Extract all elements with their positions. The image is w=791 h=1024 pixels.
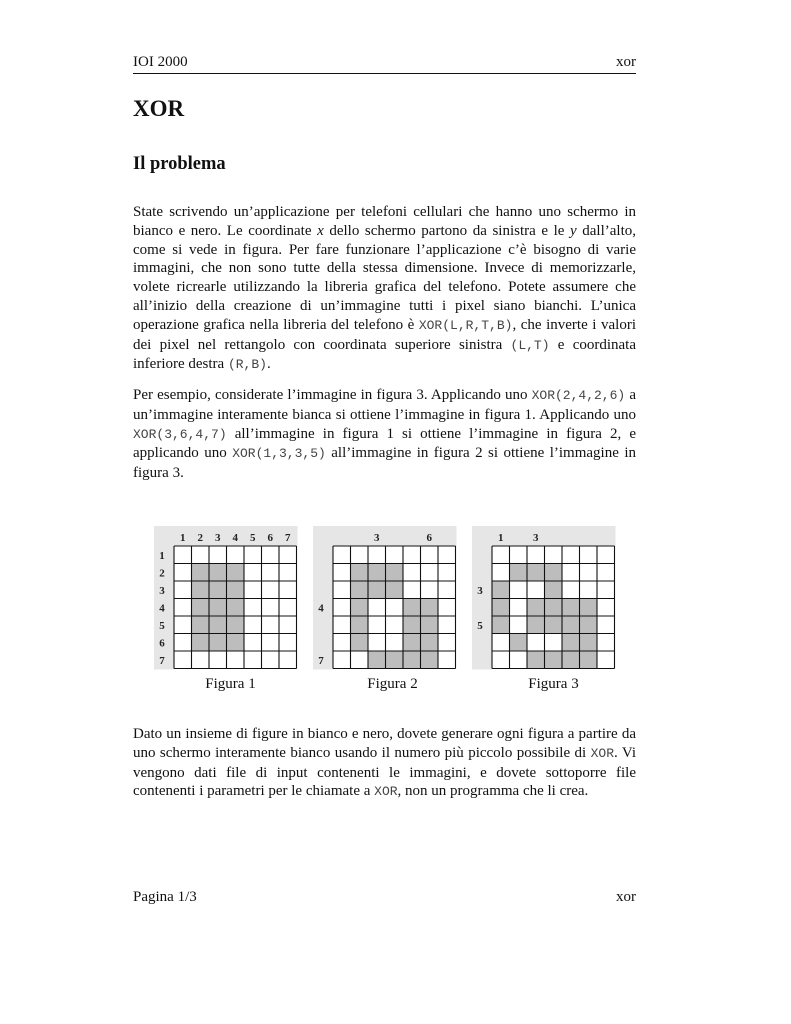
figure-1-grid	[154, 526, 297, 667]
pixel-white	[510, 546, 528, 564]
pixel-white	[244, 564, 262, 582]
pixel-black	[192, 634, 210, 652]
header-right: xor	[616, 54, 636, 70]
column-label: 3	[215, 532, 221, 544]
pixel-white	[597, 546, 615, 564]
pixel-white	[527, 546, 545, 564]
pixel-white	[386, 599, 404, 617]
column-label-strip	[154, 526, 298, 546]
pixel-white	[174, 599, 192, 617]
row-label: 5	[159, 619, 165, 632]
column-label-strip	[313, 526, 457, 546]
pixel-white	[174, 564, 192, 582]
pixel-white	[527, 581, 545, 599]
pixel-white	[244, 616, 262, 634]
pixel-white	[510, 651, 528, 669]
pixel-black	[351, 564, 369, 582]
pixel-white	[492, 651, 510, 669]
column-label: 2	[197, 532, 203, 544]
pixel-black	[386, 651, 404, 669]
pixel-white	[562, 546, 580, 564]
pixel-white	[192, 651, 210, 669]
text-run: all’immagine in figura 2 si ottiene l’immagine in figura 3.	[133, 445, 636, 482]
text-run: Per esempio, considerate l’immagine in figura 3. Applicando uno	[133, 387, 532, 403]
pixel-black	[209, 634, 227, 652]
pixel-white	[562, 581, 580, 599]
pixel-white	[597, 564, 615, 582]
pixel-black	[368, 581, 386, 599]
pixel-black	[192, 564, 210, 582]
pixel-black	[351, 599, 369, 617]
pixel-black	[403, 616, 421, 634]
pixel-white	[227, 651, 245, 669]
code-call: XOR	[374, 784, 398, 800]
pixel-black	[192, 599, 210, 617]
code-call: XOR(1,3,3,5)	[232, 446, 326, 462]
pixel-white	[545, 634, 563, 652]
text-run: .	[266, 356, 271, 373]
text-run: dello schermo partono da sinistra e le	[323, 222, 571, 239]
pixel-white	[262, 546, 280, 564]
pixel-grid-svg	[472, 526, 616, 670]
math-variable: x	[317, 222, 324, 239]
column-label: 1	[180, 532, 186, 544]
figure-3-grid	[472, 526, 615, 658]
text-run: e coordinata inferiore destra	[133, 336, 636, 373]
figure-2-caption: Figura 2	[367, 676, 418, 692]
pixel-white	[421, 564, 439, 582]
pixel-white	[386, 634, 404, 652]
pixel-black	[527, 651, 545, 669]
pixel-white	[438, 651, 456, 669]
pixel-white	[438, 546, 456, 564]
pixel-white	[192, 546, 210, 564]
math-variable: y	[570, 222, 577, 239]
pixel-white	[368, 599, 386, 617]
pixel-white	[209, 651, 227, 669]
paragraph-task	[133, 725, 636, 802]
pixel-white	[279, 599, 297, 617]
pixel-black	[527, 564, 545, 582]
row-label: 2	[159, 567, 165, 580]
pixel-white	[580, 581, 598, 599]
pixel-black	[192, 616, 210, 634]
pixel-black	[545, 599, 563, 617]
pixel-white	[209, 546, 227, 564]
pixel-white	[262, 564, 280, 582]
pixel-white	[597, 581, 615, 599]
pixel-black	[403, 651, 421, 669]
pixel-white	[244, 599, 262, 617]
page-title: XOR	[133, 96, 185, 121]
pixel-black	[227, 564, 245, 582]
pixel-white	[386, 616, 404, 634]
pixel-black	[209, 599, 227, 617]
pixel-white	[510, 599, 528, 617]
text-run: , non un programma che li crea.	[397, 783, 589, 800]
pixel-black	[527, 599, 545, 617]
pixel-white	[562, 564, 580, 582]
text-run: all’immagine in figura 1 si ottiene l’immagine in figura 2, e applicando uno	[133, 425, 636, 462]
column-label: 5	[250, 532, 256, 544]
pixel-white	[244, 651, 262, 669]
pixel-white	[368, 616, 386, 634]
pixel-white	[174, 634, 192, 652]
pixel-white	[262, 599, 280, 617]
pixel-black	[545, 616, 563, 634]
pixel-white	[262, 634, 280, 652]
pixel-black	[227, 616, 245, 634]
pixel-black	[421, 634, 439, 652]
pixel-white	[438, 616, 456, 634]
pixel-white	[580, 564, 598, 582]
pixel-white	[351, 651, 369, 669]
pixel-black	[351, 616, 369, 634]
pixel-white	[386, 546, 404, 564]
pixel-white	[333, 564, 351, 582]
column-label: 4	[232, 532, 238, 544]
pixel-white	[580, 546, 598, 564]
column-label-strip	[472, 526, 616, 546]
text-run: State scrivendo un’applicazione per telefoni cellulari che hanno uno schermo in bianco e nero. Le coordinate	[133, 204, 636, 239]
pixel-white	[545, 546, 563, 564]
pixel-black	[209, 616, 227, 634]
pixel-white	[492, 564, 510, 582]
pixel-black	[192, 581, 210, 599]
pixel-white	[279, 564, 297, 582]
pixel-white	[421, 581, 439, 599]
pixel-black	[562, 616, 580, 634]
pixel-white	[333, 581, 351, 599]
pixel-black	[227, 581, 245, 599]
column-label: 3	[374, 532, 380, 544]
footer-right: xor	[616, 889, 636, 905]
pixel-white	[333, 616, 351, 634]
figure-1-caption: Figura 1	[205, 676, 256, 692]
pixel-white	[244, 634, 262, 652]
pixel-white	[438, 634, 456, 652]
pixel-grid-svg	[154, 526, 298, 670]
pixel-black	[545, 564, 563, 582]
pixel-white	[510, 616, 528, 634]
pixel-black	[562, 634, 580, 652]
row-label-strip	[313, 526, 333, 670]
pixel-white	[262, 651, 280, 669]
pixel-black	[492, 599, 510, 617]
pixel-black	[510, 564, 528, 582]
row-label: 1	[159, 549, 165, 562]
pixel-white	[279, 634, 297, 652]
pixel-white	[527, 634, 545, 652]
text-run: a un’immagine interamente bianca si ottiene l’immagine in figura 1. Applicando uno	[133, 387, 636, 423]
pixel-white	[403, 546, 421, 564]
pixel-black	[403, 634, 421, 652]
code-call: XOR(L,R,T,B)	[418, 317, 513, 333]
pixel-black	[368, 651, 386, 669]
pixel-black	[403, 599, 421, 617]
pixel-black	[580, 616, 598, 634]
footer-left: Pagina 1/3	[133, 889, 197, 905]
pixel-white	[244, 546, 262, 564]
pixel-white	[403, 581, 421, 599]
pixel-black	[351, 634, 369, 652]
pixel-white	[333, 599, 351, 617]
pixel-black	[421, 599, 439, 617]
paragraph-intro	[133, 203, 636, 375]
figure-2-grid	[313, 526, 456, 667]
pixel-white	[279, 616, 297, 634]
pixel-black	[580, 599, 598, 617]
pixel-white	[492, 546, 510, 564]
pixel-black	[368, 564, 386, 582]
column-label: 7	[285, 532, 291, 544]
column-label: 6	[267, 532, 273, 544]
code-call: XOR(2,4,2,6)	[531, 388, 626, 403]
pixel-white	[279, 546, 297, 564]
pixel-white	[597, 599, 615, 617]
paragraph-example	[133, 386, 636, 483]
pixel-black	[580, 634, 598, 652]
text-run: Dato un insieme di figure in bianco e nero, dovete generare ogni figura a partire da uno schermo interamente bianco usando il numero più piccolo possibile di	[133, 726, 636, 761]
pixel-black	[386, 564, 404, 582]
column-label: 1	[498, 532, 504, 544]
pixel-black	[510, 634, 528, 652]
text-run: . Vi vengono dati file di input contenenti le immagini, e dovete sottoporre file contenenti i parametri per le chiamate a	[133, 744, 636, 800]
code-call: (L,T)	[510, 337, 550, 353]
text-run: dall’alto, come si vede in figura. Per fare funzionare l’applicazione c’è bisogno di varie immagini, che non sono tutte della stessa dimensione. Invece di memorizzarle, volete ricrearle utilizzando la libreria grafica del telefono. Potete assumere che all’inizio della creazione di un’immagine tutti i pixel siano bianchi. L’unica operazione grafica nella libreria del telefono è	[133, 222, 636, 333]
pixel-grid-svg	[313, 526, 457, 670]
pixel-white	[333, 651, 351, 669]
pixel-white	[510, 581, 528, 599]
pixel-white	[333, 546, 351, 564]
header-left: IOI 2000	[133, 54, 188, 70]
pixel-white	[597, 616, 615, 634]
pixel-white	[438, 564, 456, 582]
pixel-black	[562, 599, 580, 617]
pixel-white	[279, 581, 297, 599]
row-label: 5	[477, 619, 483, 632]
row-label-strip	[472, 526, 492, 670]
pixel-black	[492, 581, 510, 599]
pixel-white	[174, 651, 192, 669]
pixel-white	[351, 546, 369, 564]
pixel-white	[174, 546, 192, 564]
pixel-black	[545, 651, 563, 669]
pixel-white	[279, 651, 297, 669]
figure-3-caption: Figura 3	[528, 676, 579, 692]
pixel-black	[421, 616, 439, 634]
pixel-white	[174, 581, 192, 599]
pixel-white	[492, 634, 510, 652]
pixel-black	[545, 581, 563, 599]
row-label: 3	[477, 584, 483, 597]
text-run: , che inverte i valori dei pixel nel rettangolo con coordinata superiore sinistra	[133, 316, 636, 353]
row-label: 4	[318, 602, 324, 615]
row-label: 7	[159, 654, 165, 667]
pixel-black	[209, 564, 227, 582]
pixel-black	[386, 581, 404, 599]
pixel-black	[227, 599, 245, 617]
pixel-white	[597, 651, 615, 669]
page-header	[133, 54, 636, 74]
column-label: 3	[533, 532, 539, 544]
pixel-white	[438, 599, 456, 617]
pixel-white	[421, 546, 439, 564]
column-label: 6	[426, 532, 432, 544]
code-call: XOR	[590, 745, 614, 761]
row-label: 6	[159, 637, 165, 650]
pixel-white	[174, 616, 192, 634]
pixel-white	[262, 616, 280, 634]
pixel-white	[227, 546, 245, 564]
pixel-white	[244, 581, 262, 599]
section-title: Il problema	[133, 154, 226, 174]
pixel-black	[492, 616, 510, 634]
pixel-white	[438, 581, 456, 599]
pixel-white	[262, 581, 280, 599]
pixel-black	[421, 651, 439, 669]
pixel-white	[333, 634, 351, 652]
pixel-black	[351, 581, 369, 599]
pixel-white	[368, 546, 386, 564]
pixel-black	[527, 616, 545, 634]
pixel-black	[227, 634, 245, 652]
pixel-black	[209, 581, 227, 599]
code-call: XOR(3,6,4,7)	[133, 426, 227, 442]
row-label: 4	[159, 602, 165, 615]
code-call: (R,B)	[227, 357, 267, 373]
row-label: 3	[159, 584, 165, 597]
row-label: 7	[318, 654, 324, 667]
pixel-white	[597, 634, 615, 652]
pixel-black	[562, 651, 580, 669]
pixel-black	[580, 651, 598, 669]
pixel-white	[368, 634, 386, 652]
pixel-white	[403, 564, 421, 582]
